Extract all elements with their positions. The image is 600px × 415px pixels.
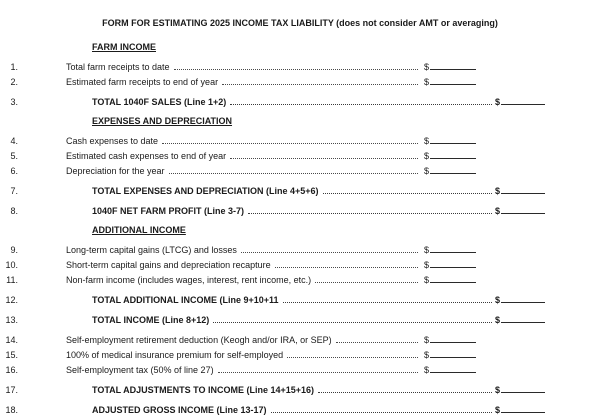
section-heading bbox=[0, 42, 600, 52]
amount-field bbox=[424, 334, 476, 345]
line-label: 100% of medical insurance premium for self-employed bbox=[66, 350, 284, 360]
line-label: Estimated farm receipts to end of year bbox=[66, 77, 219, 87]
dot-leader bbox=[169, 173, 418, 174]
currency-symbol: $ bbox=[494, 186, 500, 196]
form-row bbox=[0, 61, 600, 72]
form-row bbox=[0, 259, 600, 270]
currency-symbol: $ bbox=[423, 62, 429, 72]
line-number: 10. bbox=[5, 260, 18, 270]
amount-field bbox=[495, 404, 545, 415]
line-number: 1. bbox=[10, 62, 18, 72]
amount-field bbox=[424, 150, 476, 161]
form-row bbox=[0, 314, 600, 325]
dot-leader bbox=[248, 213, 492, 214]
line-number: 11. bbox=[6, 275, 18, 285]
amount-field bbox=[424, 76, 476, 87]
line-label: ADJUSTED GROSS INCOME (Line 13-17) bbox=[92, 405, 267, 415]
line-number: 16. bbox=[5, 365, 18, 375]
line-label: TOTAL ADJUSTMENTS TO INCOME (Line 14+15+16) bbox=[92, 385, 315, 395]
form-row bbox=[0, 96, 600, 107]
amount-blank bbox=[430, 274, 476, 283]
dot-leader bbox=[315, 282, 418, 283]
amount-blank bbox=[430, 364, 476, 373]
amount-blank bbox=[501, 384, 545, 393]
amount-blank bbox=[501, 314, 545, 323]
currency-symbol: $ bbox=[423, 350, 429, 360]
dot-leader bbox=[287, 357, 418, 358]
form-row bbox=[0, 364, 600, 375]
line-number: 4. bbox=[10, 136, 18, 146]
line-number: 15. bbox=[5, 350, 18, 360]
line-label: Short-term capital gains and depreciation recapture bbox=[66, 260, 271, 270]
currency-symbol: $ bbox=[423, 166, 429, 176]
currency-symbol: $ bbox=[494, 315, 500, 325]
amount-field bbox=[424, 364, 476, 375]
amount-field bbox=[495, 314, 545, 325]
line-label: Cash expenses to date bbox=[66, 136, 159, 146]
form-row bbox=[0, 334, 600, 345]
dot-leader bbox=[230, 104, 492, 105]
currency-symbol: $ bbox=[494, 206, 500, 216]
form-row bbox=[0, 205, 600, 216]
dot-leader bbox=[323, 193, 492, 194]
amount-field bbox=[424, 274, 476, 285]
currency-symbol: $ bbox=[494, 385, 500, 395]
dot-leader bbox=[271, 412, 492, 413]
amount-field bbox=[424, 244, 476, 255]
amount-blank bbox=[430, 135, 476, 144]
amount-blank bbox=[501, 294, 545, 303]
form-row bbox=[0, 150, 600, 161]
currency-symbol: $ bbox=[423, 77, 429, 87]
amount-field bbox=[424, 135, 476, 146]
dot-leader bbox=[218, 372, 418, 373]
line-label: TOTAL EXPENSES AND DEPRECIATION (Line 4+5+6) bbox=[92, 186, 319, 196]
line-number: 18. bbox=[5, 405, 18, 415]
amount-blank bbox=[430, 76, 476, 85]
form-row bbox=[0, 384, 600, 395]
line-label: Estimated cash expenses to end of year bbox=[66, 151, 227, 161]
form-row bbox=[0, 274, 600, 285]
section-heading bbox=[0, 116, 600, 126]
form-row bbox=[0, 76, 600, 87]
amount-blank bbox=[430, 165, 476, 174]
amount-field bbox=[424, 165, 476, 176]
amount-blank bbox=[430, 349, 476, 358]
line-label: Depreciation for the year bbox=[66, 166, 165, 176]
amount-field bbox=[495, 384, 545, 395]
form-title: FORM FOR ESTIMATING 2025 INCOME TAX LIABILITY (does not consider AMT or averaging) bbox=[102, 18, 498, 28]
currency-symbol: $ bbox=[423, 335, 429, 345]
amount-blank bbox=[501, 205, 545, 214]
line-label: TOTAL INCOME (Line 8+12) bbox=[92, 315, 210, 325]
line-number: 7. bbox=[10, 186, 18, 196]
dot-leader bbox=[162, 143, 418, 144]
currency-symbol: $ bbox=[494, 97, 500, 107]
currency-symbol: $ bbox=[423, 365, 429, 375]
dot-leader bbox=[275, 267, 418, 268]
line-number: 5. bbox=[10, 151, 18, 161]
form-row bbox=[0, 165, 600, 176]
amount-blank bbox=[501, 96, 545, 105]
line-label: EXPENSES AND DEPRECIATION bbox=[92, 116, 233, 126]
line-label: 1040F NET FARM PROFIT (Line 3-7) bbox=[92, 206, 245, 216]
line-label: ADDITIONAL INCOME bbox=[92, 225, 186, 235]
currency-symbol: $ bbox=[423, 275, 429, 285]
dot-leader bbox=[213, 322, 492, 323]
section-heading bbox=[0, 225, 600, 235]
amount-field bbox=[424, 259, 476, 270]
form-row bbox=[0, 244, 600, 255]
form-row bbox=[0, 349, 600, 360]
line-number: 14. bbox=[5, 335, 18, 345]
line-label: TOTAL ADDITIONAL INCOME (Line 9+10+11 bbox=[92, 295, 279, 305]
form-row bbox=[0, 135, 600, 146]
currency-symbol: $ bbox=[494, 295, 500, 305]
line-number: 17. bbox=[5, 385, 18, 395]
form-row bbox=[0, 185, 600, 196]
form-row bbox=[0, 404, 600, 415]
amount-blank bbox=[430, 244, 476, 253]
dot-leader bbox=[174, 69, 418, 70]
amount-blank bbox=[430, 334, 476, 343]
amount-field bbox=[495, 96, 545, 107]
line-label: Total farm receipts to date bbox=[66, 62, 170, 72]
amount-blank bbox=[501, 404, 545, 413]
form-row bbox=[0, 294, 600, 305]
line-number: 2. bbox=[10, 77, 18, 87]
line-number: 12. bbox=[5, 295, 18, 305]
currency-symbol: $ bbox=[494, 405, 500, 415]
line-label: Non-farm income (includes wages, interest, rent income, etc.) bbox=[66, 275, 312, 285]
line-number: 8. bbox=[10, 206, 18, 216]
dot-leader bbox=[241, 252, 418, 253]
dot-leader bbox=[336, 342, 418, 343]
currency-symbol: $ bbox=[423, 260, 429, 270]
dot-leader bbox=[283, 302, 492, 303]
line-label: Long-term capital gains (LTCG) and losses bbox=[66, 245, 237, 255]
dot-leader bbox=[230, 158, 418, 159]
amount-blank bbox=[501, 185, 545, 194]
amount-blank bbox=[430, 150, 476, 159]
amount-field bbox=[424, 349, 476, 360]
amount-field bbox=[495, 205, 545, 216]
amount-blank bbox=[430, 259, 476, 268]
line-label: Self-employment retirement deduction (Keogh and/or IRA, or SEP) bbox=[66, 335, 332, 345]
currency-symbol: $ bbox=[423, 151, 429, 161]
amount-field bbox=[495, 185, 545, 196]
amount-field bbox=[424, 61, 476, 72]
dot-leader bbox=[318, 392, 492, 393]
line-number: 9. bbox=[10, 245, 18, 255]
amount-field bbox=[495, 294, 545, 305]
line-label: FARM INCOME bbox=[92, 42, 156, 52]
form-rows bbox=[0, 33, 600, 415]
line-number: 6. bbox=[10, 166, 18, 176]
dot-leader bbox=[222, 84, 418, 85]
line-number: 3. bbox=[10, 97, 18, 107]
currency-symbol: $ bbox=[423, 136, 429, 146]
line-number: 13. bbox=[5, 315, 18, 325]
amount-blank bbox=[430, 61, 476, 70]
line-label: Self-employment tax (50% of line 27) bbox=[66, 365, 214, 375]
currency-symbol: $ bbox=[423, 245, 429, 255]
line-label: TOTAL 1040F SALES (Line 1+2) bbox=[92, 97, 227, 107]
